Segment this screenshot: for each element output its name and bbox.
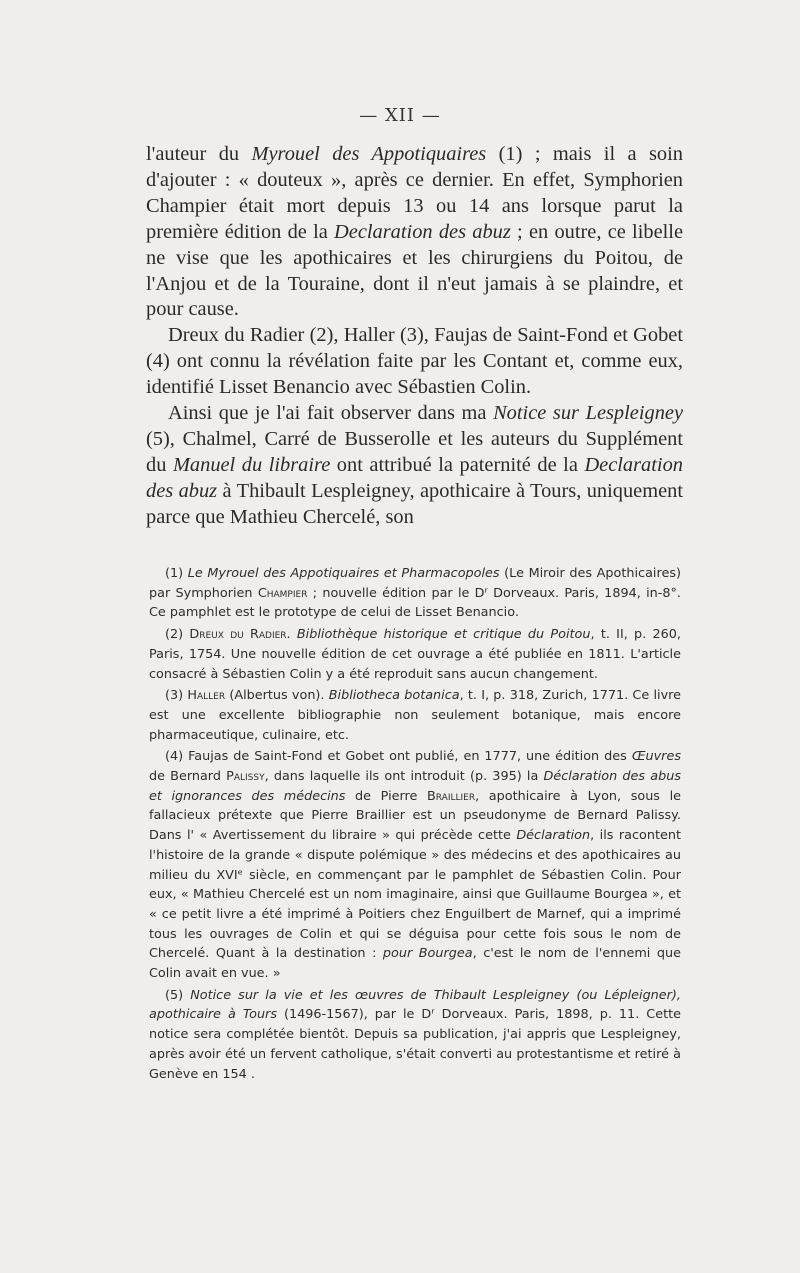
italic-span: Bibliotheca botanica [328, 688, 460, 704]
italic-span: Bibliothèque historique et critique du Poitou [296, 627, 591, 643]
text-span: ; nouvelle édition par le Dʳ Dorveaux. Paris, 1894, in-8°. Ce pamphlet est le prototype de celui de Lisset Benancio. [149, 585, 681, 621]
italic-span: Manuel du libraire [172, 453, 331, 476]
footnote [149, 625, 681, 684]
text-span: de Pierre [345, 788, 427, 804]
text-span: (1) [165, 566, 188, 581]
text-span: (5), Chalmel, Carré de Busserolle et les auteurs du Supplément du [146, 427, 683, 476]
text-span: Ainsi que je l'ai fait observer dans ma [168, 402, 494, 425]
text-span: ; en outre, ce libelle ne vise que les apothicaires et les chirurgiens du Poitou, de l'Anjou et de la Touraine, dont il n'eut jamais à se plaindre, et pour cause. [146, 220, 684, 321]
text-span: (4) Faujas de Saint-Fond et Gobet ont publié, en 1777, une édition des [165, 749, 632, 765]
page-number: — XII — [359, 105, 441, 126]
italic-span: Œuvres [631, 749, 681, 765]
small-caps-span: Palissy [226, 769, 265, 785]
text-span: , t. I, p. 318, Zurich, 1771. Ce livre est une excellente bibliographie non seulement botanique, mais encore pharmaceutique, culinaire, etc. [149, 688, 682, 743]
paragraph [146, 142, 683, 323]
small-caps-span: Dreux du Radier [189, 627, 287, 643]
text-span: ont attribué la paternité de la [330, 453, 585, 476]
text-span: . [286, 627, 297, 643]
text-span: , dans laquelle ils ont introduit (p. 395) la [264, 769, 544, 785]
text-span: , t. II, p. 260, Paris, 1754. Une nouvelle édition de cet ouvrage a été publiée en 1811. L'article consacré à Sébastien Colin y a été reproduit sans aucun changement. [149, 627, 681, 682]
text-span: (Le Miroir des Apothicaires) par Symphorien [149, 566, 682, 601]
small-caps-span: Haller [187, 688, 226, 704]
italic-span: Myrouel des Appotiquaires [251, 143, 487, 165]
text-span: (5) [165, 987, 191, 1003]
italic-span: Declaration des abuz [146, 453, 683, 502]
italic-span: pour Bourgea [382, 946, 473, 962]
paragraph [146, 401, 683, 531]
main-text [146, 142, 683, 531]
paragraph [146, 323, 683, 401]
italic-span: Le Myrouel des Appotiquaires et Pharmacopoles [187, 566, 500, 581]
italic-span: Notice sur la vie et les œuvres de Thibault Lespleigney (ou Lépleigner), apothicaire à Tours [149, 987, 681, 1023]
text-span: (3) [165, 688, 188, 704]
text-span: (1) ; mais il a soin d'ajouter : « douteux », après ce dernier. En effet, Symphorien Champier était mort depuis 13 ou 14 ans lorsque parut la première édition de la [146, 143, 683, 243]
text-span: (1496-1567), par le Dʳ Dorveaux. Paris, 1898, p. 11. Cette notice sera complétée bientôt. Depuis sa publication, j'ai appris que Lespleigney, après avoir été un fervent catholique, s'était converti au protestantisme et retiré à Genève en 154 . [149, 1007, 681, 1082]
text-span: (2) [165, 627, 190, 643]
footnote [149, 986, 681, 1085]
text-span: Dreux du Radier (2), Haller (3), Faujas de Saint-Fond et Gobet (4) ont connu la révélation faite par les Contant et, comme eux, identifié Lisset Benancio avec Sébastien Colin. [146, 324, 683, 399]
text-span: , ils racontent l'histoire de la grande « dispute polémique » des médecins et des apothicaires au milieu du XVIᵉ siècle, en commençant par le pamphlet de Sébastien Colin. Pour eux, « Mathieu Chercelé est un nom imaginaire, ainsi que Guillaume Bourgea », et « ce petit livre a été imprimé à Poitiers chez Enguilbert de Marnef, qui a imprimé tous les ouvrages de Colin et qui se déguisa pour cette fois sous le nom de Chercelé. Quant à la destination : [149, 828, 681, 962]
text-span: l'auteur du [146, 143, 252, 165]
small-caps-span: Champier [257, 585, 308, 601]
italic-span: Declaration des abuz [334, 220, 511, 243]
footnote [149, 564, 681, 623]
italic-span: Déclaration des abus et ignorances des médecins [149, 769, 681, 804]
footnotes [149, 564, 681, 1086]
italic-span: Notice sur Lespleigney [493, 402, 683, 425]
text-span: , apothicaire à Lyon, sous le fallacieux prétexte que Pierre Braillier est un pseudonyme de Bernard Palissy. Dans l' « Avertissement du libraire » qui précède cette [149, 788, 681, 844]
small-caps-span: Braillier [427, 788, 476, 804]
footnote [149, 686, 681, 745]
italic-span: Déclaration [516, 828, 591, 844]
footnote [149, 747, 681, 983]
text-span: , c'est le nom de l'ennemi que Colin avait en vue. » [149, 946, 681, 982]
text-span: (Albertus von). [225, 688, 329, 704]
text-span: de Bernard [149, 769, 227, 785]
text-span: à Thibault Lespleigney, apothicaire à Tours, uniquement parce que Mathieu Chercelé, son [146, 479, 683, 528]
